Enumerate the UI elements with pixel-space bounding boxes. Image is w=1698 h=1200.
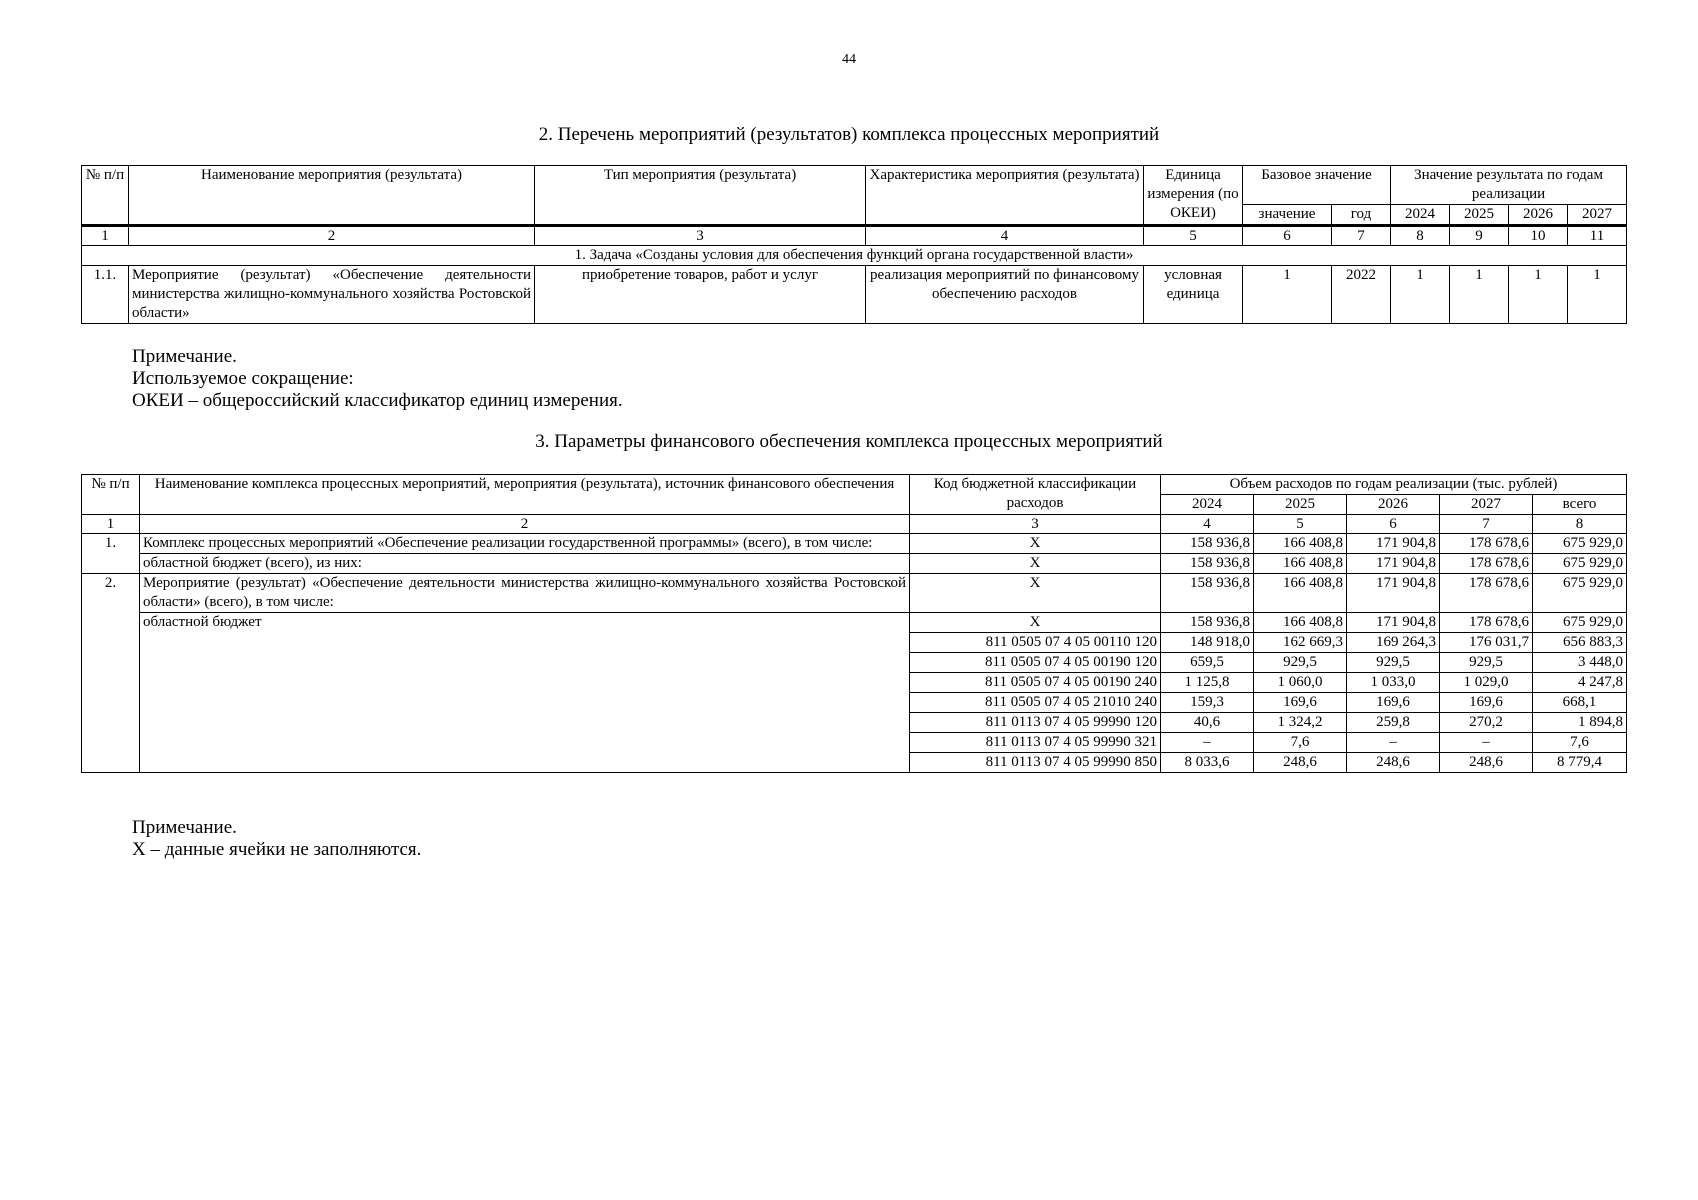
col-number: 6 (1347, 515, 1440, 534)
row-name: областной бюджет (140, 613, 910, 773)
value-total: 675 929,0 (1533, 554, 1627, 574)
col-header-unit: Единица измерения (по ОКЕИ) (1144, 166, 1243, 226)
note-heading: Примечание. (132, 817, 237, 838)
note-line: Используемое сокращение: (132, 368, 354, 389)
row-number: 2. (82, 574, 140, 773)
col-number: 3 (910, 515, 1161, 534)
value-2027: 178 678,6 (1440, 574, 1533, 613)
budget-code: 811 0505 07 4 05 00190 240 (910, 673, 1161, 693)
column-number-row (82, 515, 1627, 534)
value-2027: 178 678,6 (1440, 534, 1533, 554)
value-2026: 1 (1509, 266, 1568, 324)
col-number: 5 (1254, 515, 1347, 534)
value-2026: 929,5 (1347, 653, 1440, 673)
value-2025: 7,6 (1254, 733, 1347, 753)
value-2026: 171 904,8 (1347, 554, 1440, 574)
value-total: 675 929,0 (1533, 574, 1627, 613)
value-2026: 171 904,8 (1347, 613, 1440, 633)
value-2025: 166 408,8 (1254, 574, 1347, 613)
col-header-2025: 2025 (1254, 495, 1347, 515)
value-2025: 1 (1450, 266, 1509, 324)
budget-code: 811 0113 07 4 05 99990 120 (910, 713, 1161, 733)
col-number: 10 (1509, 226, 1568, 246)
col-number: 1 (82, 226, 129, 246)
col-number: 4 (1161, 515, 1254, 534)
value-2027: – (1440, 733, 1533, 753)
header-row (82, 166, 1627, 205)
value-2026: 1 033,0 (1347, 673, 1440, 693)
row-number: 1. (82, 534, 140, 574)
value-2027: 270,2 (1440, 713, 1533, 733)
col-header-2025: 2025 (1450, 205, 1509, 226)
col-number: 4 (866, 226, 1144, 246)
col-number: 8 (1391, 226, 1450, 246)
activities-table (81, 165, 1627, 324)
note-line: Х – данные ячейки не заполняются. (132, 839, 422, 860)
value-total: 8 779,4 (1533, 753, 1627, 773)
value-2024: 148 918,0 (1161, 633, 1254, 653)
note-section-2 (132, 346, 623, 412)
value-2027: 1 029,0 (1440, 673, 1533, 693)
value-total: 4 247,8 (1533, 673, 1627, 693)
col-header-num: № п/п (82, 166, 129, 226)
section-3-title: 3. Параметры финансового обеспечения комплекса процессных мероприятий (535, 431, 1163, 452)
value-total: 675 929,0 (1533, 534, 1627, 554)
budget-code: Х (910, 574, 1161, 613)
col-header-2024: 2024 (1391, 205, 1450, 226)
section-2-title: 2. Перечень мероприятий (результатов) комплекса процессных мероприятий (538, 124, 1160, 145)
page-number: 44 (842, 52, 856, 67)
row-name: областной бюджет (всего), из них: (140, 554, 910, 574)
budget-code: 811 0113 07 4 05 99990 850 (910, 753, 1161, 773)
value-total: 7,6 (1533, 733, 1627, 753)
base-value: 1 (1243, 266, 1332, 324)
col-number: 9 (1450, 226, 1509, 246)
budget-code: 811 0505 07 4 05 00110 120 (910, 633, 1161, 653)
col-number: 2 (129, 226, 535, 246)
budget-code: 811 0113 07 4 05 99990 321 (910, 733, 1161, 753)
activity-unit: условная единица (1144, 266, 1243, 324)
value-2025: 1 060,0 (1254, 673, 1347, 693)
value-total: 1 894,8 (1533, 713, 1627, 733)
col-header-2027: 2027 (1568, 205, 1627, 226)
value-2024: 1 (1391, 266, 1450, 324)
value-2024: 40,6 (1161, 713, 1254, 733)
value-2024: 158 936,8 (1161, 574, 1254, 613)
value-2025: 166 408,8 (1254, 554, 1347, 574)
value-2024: 158 936,8 (1161, 613, 1254, 633)
column-number-row (82, 226, 1627, 246)
col-header-2026: 2026 (1347, 495, 1440, 515)
row-number: 1.1. (82, 266, 129, 324)
header-row (82, 475, 1627, 495)
col-header-2026: 2026 (1509, 205, 1568, 226)
value-2027: 176 031,7 (1440, 633, 1533, 653)
value-2026: – (1347, 733, 1440, 753)
col-header-result: Значение результата по годам реализации (1391, 166, 1627, 205)
table-row (82, 266, 1627, 324)
value-total: 656 883,3 (1533, 633, 1627, 653)
table-row (82, 574, 1627, 613)
value-2024: 158 936,8 (1161, 534, 1254, 554)
col-header-characteristic: Характеристика мероприятия (результата) (866, 166, 1144, 226)
value-2026: 169 264,3 (1347, 633, 1440, 653)
col-number: 7 (1440, 515, 1533, 534)
value-2027: 248,6 (1440, 753, 1533, 773)
value-2027: 169,6 (1440, 693, 1533, 713)
note-section-3 (132, 817, 421, 861)
col-header-code: Код бюджетной классификации расходов (910, 475, 1161, 515)
col-header-name: Наименование комплекса процессных мероприятий, мероприятия (результата), источник финансового обеспечения (140, 475, 910, 515)
value-2026: 259,8 (1347, 713, 1440, 733)
col-number: 6 (1243, 226, 1332, 246)
budget-code: 811 0505 07 4 05 00190 120 (910, 653, 1161, 673)
value-2026: 171 904,8 (1347, 574, 1440, 613)
activity-name: Мероприятие (результат) «Обеспечение деятельности министерства жилищно-коммунального хозяйства Ростовской области» (129, 266, 535, 324)
value-2027: 178 678,6 (1440, 554, 1533, 574)
col-header-total: всего (1533, 495, 1627, 515)
value-2026: 248,6 (1347, 753, 1440, 773)
value-2024: 659,5 (1161, 653, 1254, 673)
col-header-base: Базовое значение (1243, 166, 1391, 205)
value-2026: 169,6 (1347, 693, 1440, 713)
value-2025: 929,5 (1254, 653, 1347, 673)
base-year: 2022 (1332, 266, 1391, 324)
budget-code: 811 0505 07 4 05 21010 240 (910, 693, 1161, 713)
col-number: 5 (1144, 226, 1243, 246)
budget-code: Х (910, 613, 1161, 633)
col-header-volume: Объем расходов по годам реализации (тыс. рублей) (1161, 475, 1627, 495)
budget-code: Х (910, 554, 1161, 574)
task-row (82, 246, 1627, 266)
col-header-2024: 2024 (1161, 495, 1254, 515)
value-2025: 169,6 (1254, 693, 1347, 713)
value-2024: 159,3 (1161, 693, 1254, 713)
value-2026: 171 904,8 (1347, 534, 1440, 554)
activity-type: приобретение товаров, работ и услуг (535, 266, 866, 324)
col-number: 11 (1568, 226, 1627, 246)
value-2024: 158 936,8 (1161, 554, 1254, 574)
table-row (82, 534, 1627, 554)
col-number: 1 (82, 515, 140, 534)
financing-table (81, 474, 1627, 773)
note-line: ОКЕИ – общероссийский классификатор единиц измерения. (132, 390, 623, 411)
value-2027: 929,5 (1440, 653, 1533, 673)
value-total: 668,1 (1533, 693, 1627, 713)
col-header-type: Тип мероприятия (результата) (535, 166, 866, 226)
col-number: 2 (140, 515, 910, 534)
value-2024: 8 033,6 (1161, 753, 1254, 773)
value-2025: 162 669,3 (1254, 633, 1347, 653)
col-number: 7 (1332, 226, 1391, 246)
task-label: 1. Задача «Созданы условия для обеспечения функций органа государственной власти» (82, 246, 1627, 266)
col-number: 3 (535, 226, 866, 246)
col-header-2027: 2027 (1440, 495, 1533, 515)
table-row (82, 613, 1627, 633)
col-header-base-year: год (1332, 205, 1391, 226)
value-2025: 166 408,8 (1254, 613, 1347, 633)
col-header-num: № п/п (82, 475, 140, 515)
table-row (82, 554, 1627, 574)
col-number: 8 (1533, 515, 1627, 534)
value-2027: 1 (1568, 266, 1627, 324)
row-name: Комплекс процессных мероприятий «Обеспечение реализации государственной программы» (всего), в том числе: (140, 534, 910, 554)
value-2027: 178 678,6 (1440, 613, 1533, 633)
value-2025: 1 324,2 (1254, 713, 1347, 733)
activity-characteristic: реализация мероприятий по финансовому обеспечению расходов (866, 266, 1144, 324)
value-2024: 1 125,8 (1161, 673, 1254, 693)
value-2024: – (1161, 733, 1254, 753)
value-2025: 248,6 (1254, 753, 1347, 773)
col-header-name: Наименование мероприятия (результата) (129, 166, 535, 226)
value-total: 675 929,0 (1533, 613, 1627, 633)
value-2025: 166 408,8 (1254, 534, 1347, 554)
budget-code: Х (910, 534, 1161, 554)
col-header-base-value: значение (1243, 205, 1332, 226)
note-heading: Примечание. (132, 346, 237, 367)
row-name: Мероприятие (результат) «Обеспечение деятельности министерства жилищно-коммунального хозяйства Ростовской области» (всего), в том числе: (140, 574, 910, 613)
value-total: 3 448,0 (1533, 653, 1627, 673)
